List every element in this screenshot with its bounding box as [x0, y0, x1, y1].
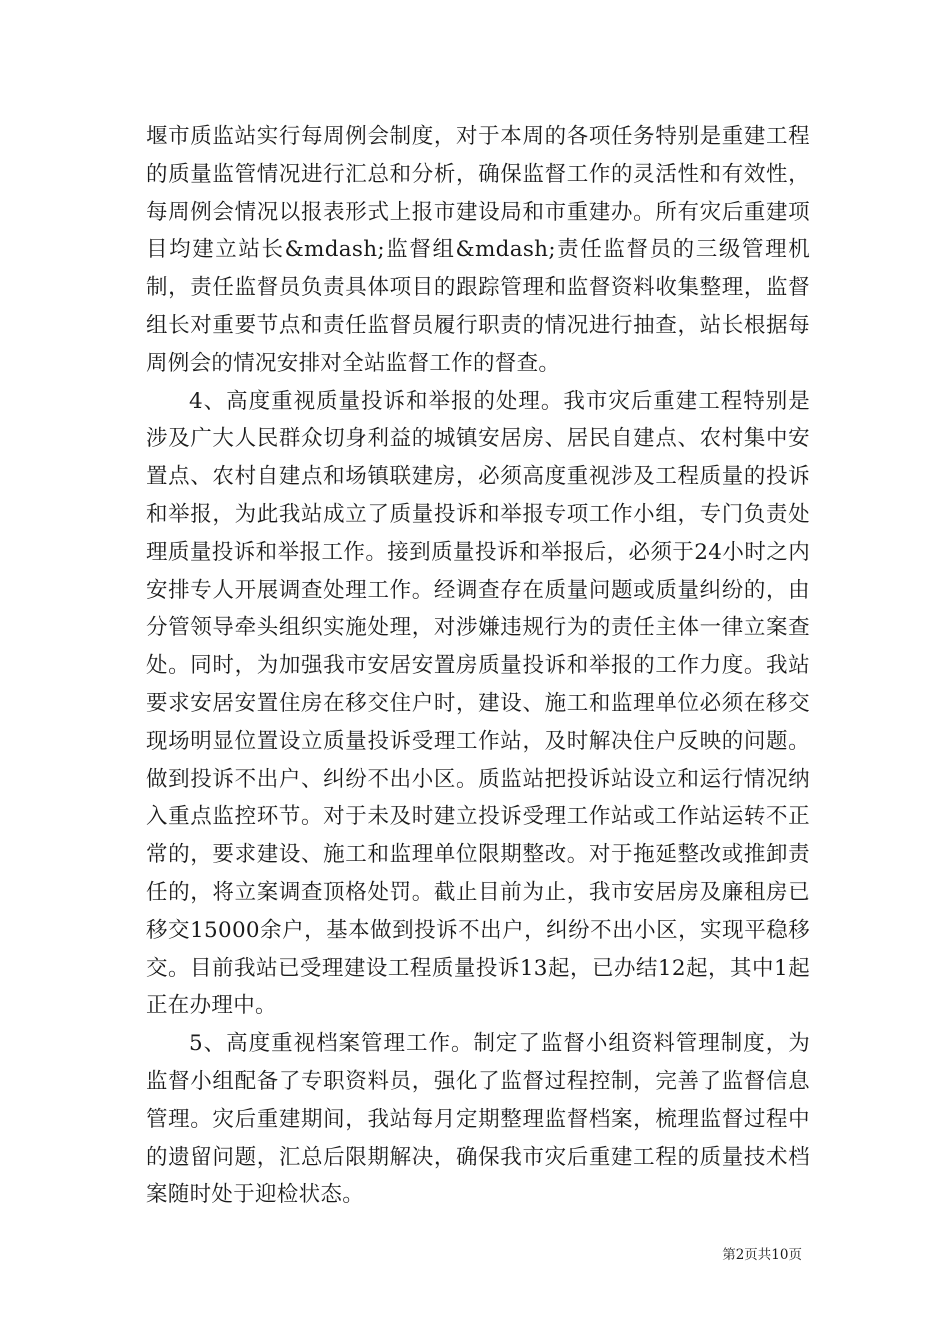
document-body	[146, 118, 810, 1214]
paragraph-archives: 5、高度重视档案管理工作。制定了监督小组资料管理制度，为监督小组配备了专职资料员，强化了监督过程控制，完善了监督信息管理。灾后重建期间，我站每月定期整理监督档案，梳理监督过程中的遗留问题，汇总后限期解决，确保我市灾后重建工程的质量技术档案随时处于迎检状态。	[146, 1031, 810, 1208]
paragraph-continued: 堰市质监站实行每周例会制度，对于本周的各项任务特别是重建工程的质量监管情况进行汇总和分析，确保监督工作的灵活性和有效性，每周例会情况以报表形式上报市建设局和市重建办。所有灾后重建项目均建立站长&mdash;监督组&mdash;责任监督员的三级管理机制，责任监督员负责具体项目的跟踪管理和监督资料收集整理，监督组长对重要节点和责任监督员履行职责的情况进行抽查，站长根据每周例会的情况安排对全站监督工作的督查。	[146, 124, 810, 376]
page-number: 第2页共10页	[722, 1247, 802, 1263]
paragraph-complaints: 4、高度重视质量投诉和举报的处理。我市灾后重建工程特别是涉及广大人民群众切身利益的城镇安居房、居民自建点、农村集中安置点、农村自建点和场镇联建房，必须高度重视涉及工程质量的投诉和举报，为此我站成立了质量投诉和举报专项工作小组，专门负责处理质量投诉和举报工作。接到质量投诉和举报后，必须于24小时之内安排专人开展调查处理工作。经调查存在质量问题或质量纠纷的，由分管领导牵头组织实施处理，对涉嫌违规行为的责任主体一律立案查处。同时，为加强我市安居安置房质量投诉和举报的工作力度。我站要求安居安置住房在移交住户时，建设、施工和监理单位必须在移交现场明显位置设立质量投诉受理工作站，及时解决住户反映的问题。做到投诉不出户、纠纷不出小区。质监站把投诉站设立和运行情况纳入重点监控环节。对于未及时建立投诉受理工作站或工作站运转不正常的，要求建设、施工和监理单位限期整改。对于拖延整改或推卸责任的，将立案调查顶格处罚。截止目前为止，我市安居房及廉租房已移交15000余户，基本做到投诉不出户，纠纷不出小区，实现平稳移交。目前我站已受理建设工程质量投诉13起，已办结12起，其中1起正在办理中。	[146, 388, 810, 1019]
